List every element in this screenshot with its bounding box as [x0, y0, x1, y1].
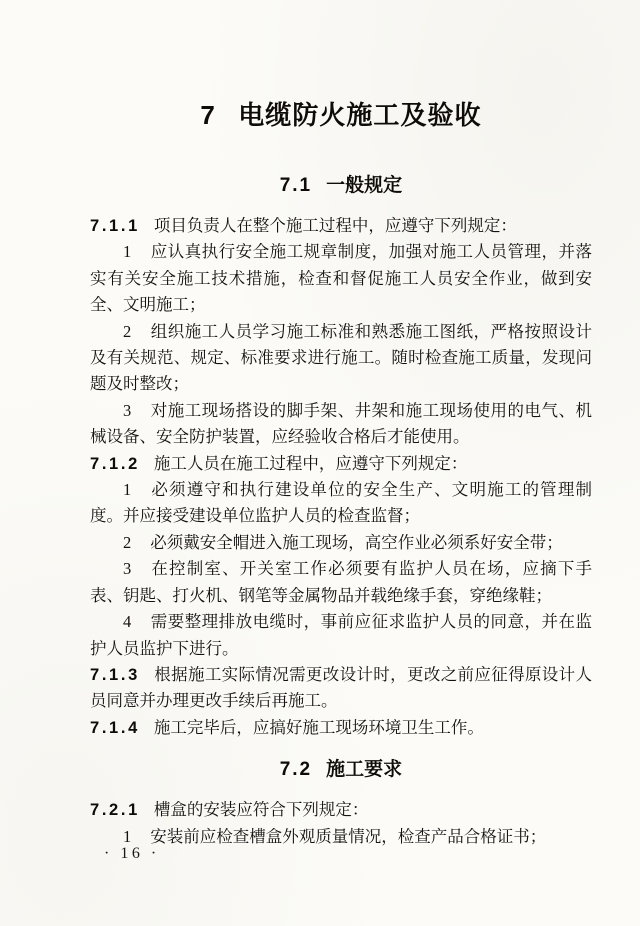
clause-7-1-2-text: 施工人员在施工过程中，应遵守下列规定： — [153, 453, 468, 473]
chapter-heading — [90, 98, 592, 132]
item-number: 2 — [123, 532, 132, 552]
section-title-7-2: 施工要求 — [326, 759, 403, 781]
item-text: 必须遵守和执行建设单位的安全生产、文明施工的管理制度。并应接受建设单位监护人员的检查监督； — [90, 480, 592, 526]
clause-7-1-1-label: 7.1.1 — [90, 217, 140, 235]
item-text: 安装前应检查槽盒外观质量情况，检查产品合格证书； — [150, 826, 547, 846]
clause-7-1-1 — [90, 213, 592, 239]
item-text: 组织施工人员学习施工标准和熟悉施工图纸，严格按照设计及有关规范、规定、标准要求进行施工。随时检查施工质量，发现问题及时整改； — [90, 321, 592, 394]
item-text: 在控制室、开关室工作必须要有监护人员在场，应摘下手表、钥匙、打火机、钢笔等金属物品并载绝缘手套，穿绝缘鞋； — [90, 559, 592, 605]
item-number: 1 — [123, 242, 132, 262]
clause-7-2-1-text: 槽盒的安装应符合下列规定： — [153, 800, 369, 820]
item-number: 1 — [123, 480, 132, 500]
clause-7-1-2-item-3 — [90, 556, 592, 609]
section-title-7-1: 一般规定 — [326, 175, 403, 196]
clause-7-1-1-item-1 — [90, 239, 592, 318]
section-heading-7-2 — [90, 758, 592, 782]
chapter-title: 电缆防火施工及验收 — [238, 100, 482, 130]
clause-7-1-4 — [90, 715, 592, 741]
item-number: 2 — [123, 321, 132, 341]
page-number: · 16 · — [104, 845, 160, 862]
clause-7-1-2-label: 7.1.2 — [90, 454, 140, 473]
item-text: 必须戴安全帽进入施工现场，高空作业必须系好安全带； — [150, 532, 563, 552]
item-text: 对施工现场搭设的脚手架、井架和施工现场使用的电气、机械设备、安全防护装置，应经验收合格后才能使用。 — [90, 400, 592, 447]
section-number-7-2: 7.2 — [279, 759, 312, 781]
section-heading-7-1 — [90, 174, 592, 198]
chapter-number: 7 — [200, 100, 215, 130]
clause-7-1-3-label: 7.1.3 — [90, 665, 140, 684]
clause-7-1-4-label: 7.1.4 — [90, 718, 140, 737]
clause-7-1-2 — [90, 451, 592, 477]
clause-7-1-1-item-2 — [90, 319, 592, 398]
item-number: 3 — [123, 559, 132, 579]
clause-7-1-3-text: 根据施工实际情况需更改设计时，更改之前应征得原设计人员同意并办理更改手续后再施工。 — [90, 664, 592, 711]
item-number: 1 — [123, 826, 132, 846]
clause-7-2-1-item-1 — [90, 824, 592, 850]
clause-7-1-4-text: 施工完毕后，应搞好施工现场环境卫生工作。 — [153, 717, 484, 737]
section-7-2-body — [90, 797, 592, 850]
section-7-1-body — [90, 213, 592, 741]
clause-7-1-1-text: 项目负责人在整个施工过程中，应遵守下列规定： — [153, 216, 517, 235]
clause-7-1-1-item-3 — [90, 398, 592, 451]
item-text: 应认真执行安全施工规章制度，加强对施工人员管理，并落实有关安全施工技术措施，检查和督促施工人员安全作业，做到安全、文明施工； — [90, 242, 592, 315]
clause-7-1-2-item-1 — [90, 477, 592, 530]
item-number: 4 — [123, 612, 132, 632]
item-text: 需要整理排放电缆时，事前应征求监护人员的同意，并在监护人员监护下进行。 — [90, 612, 592, 658]
clause-7-1-2-item-4 — [90, 609, 592, 662]
item-number: 3 — [123, 400, 132, 420]
clause-7-1-2-item-2 — [90, 530, 592, 556]
clause-7-2-1 — [90, 797, 592, 823]
clause-7-2-1-label: 7.2.1 — [90, 801, 140, 820]
section-number-7-1: 7.1 — [279, 175, 312, 196]
clause-7-1-3 — [90, 662, 592, 715]
